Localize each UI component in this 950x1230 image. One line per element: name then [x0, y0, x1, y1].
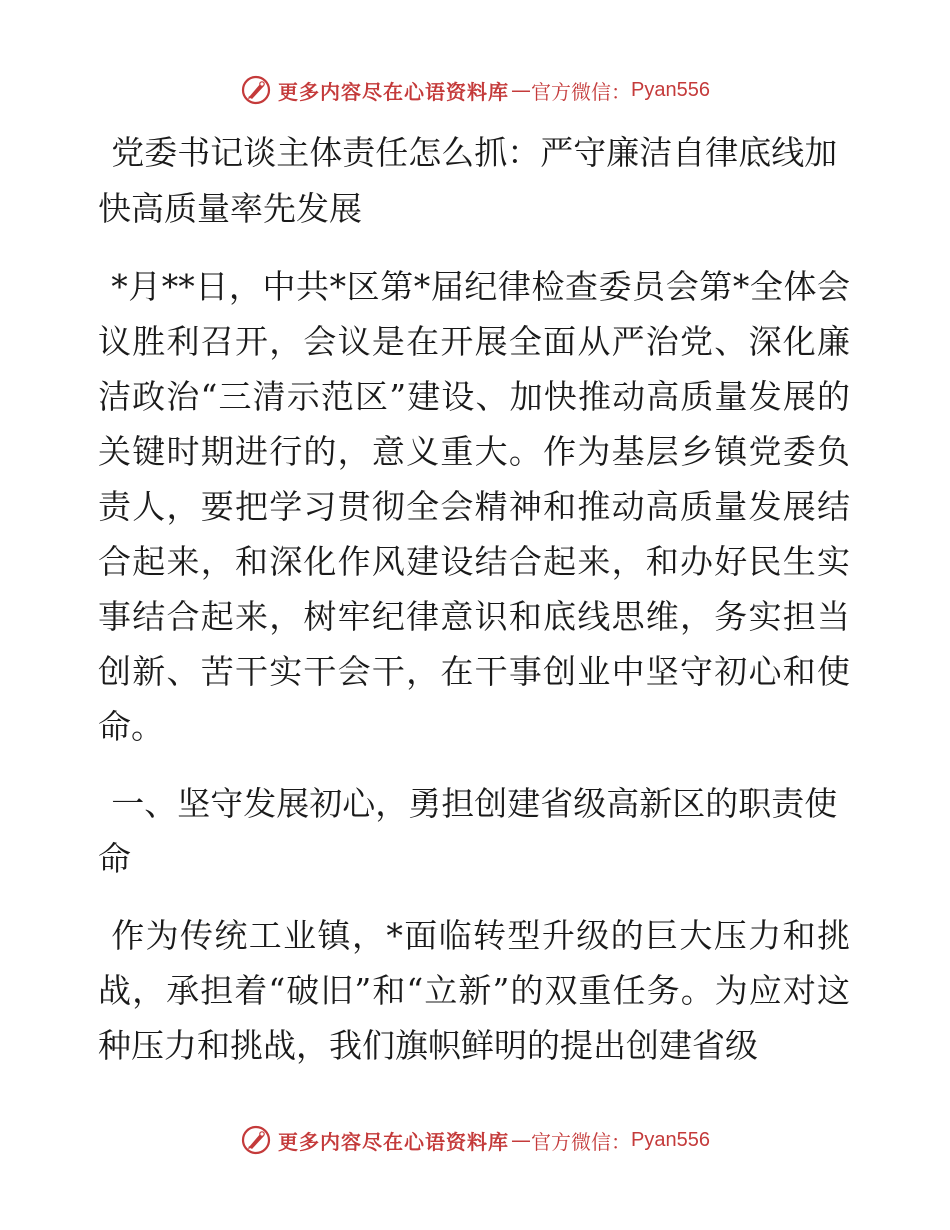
watermark-wechat-id: Pyan556: [631, 78, 710, 101]
watermark-wechat-id: Pyan556: [631, 1128, 710, 1151]
watermark-wechat-label: 官方微信：: [531, 79, 632, 104]
watermark-separator: —: [511, 78, 530, 102]
watermark-separator: —: [511, 1128, 530, 1152]
watermark-text: 更多内容尽在心语资料库: [278, 79, 510, 104]
watermark-banner-top: [0, 70, 950, 110]
document-title: 党委书记谈主体责任怎么抓：严守廉洁自律底线加快高质量率先发展: [98, 133, 838, 228]
document-body: [98, 125, 850, 1095]
paragraph-intro: *月**日，中共*区第*届纪律检查委员会第*全体会议胜利召开，会议是在开展全面从严治党、深化廉洁政治“三清示范区”建设、加快推动高质量发展的关键时期进行的，意义重大。作为基层乡镇党委负责人，要把学习贯彻全会精神和推动高质量发展结合起来，和深化作风建设结合起来，和办好民生实事结合起来，树牢纪律意识和底线思维，务实担当创新、苦干实干会干，在干事创业中坚守初心和使命。: [98, 267, 850, 746]
watermark-banner-bottom: [0, 1120, 950, 1160]
section-heading-1: 一、坚守发展初心，勇担创建省级高新区的职责使命: [98, 784, 838, 878]
paragraph-section-1: 作为传统工业镇，*面临转型升级的巨大压力和挑战，承担着“破旧”和“立新”的双重任务。为应对这种压力和挑战，我们旗帜鲜明的提出创建省级: [98, 916, 850, 1065]
quill-pen-logo-icon: [240, 1124, 272, 1156]
watermark-text: 更多内容尽在心语资料库: [278, 1129, 510, 1154]
watermark-wechat-label: 官方微信：: [531, 1129, 632, 1154]
quill-pen-logo-icon: [240, 74, 272, 106]
